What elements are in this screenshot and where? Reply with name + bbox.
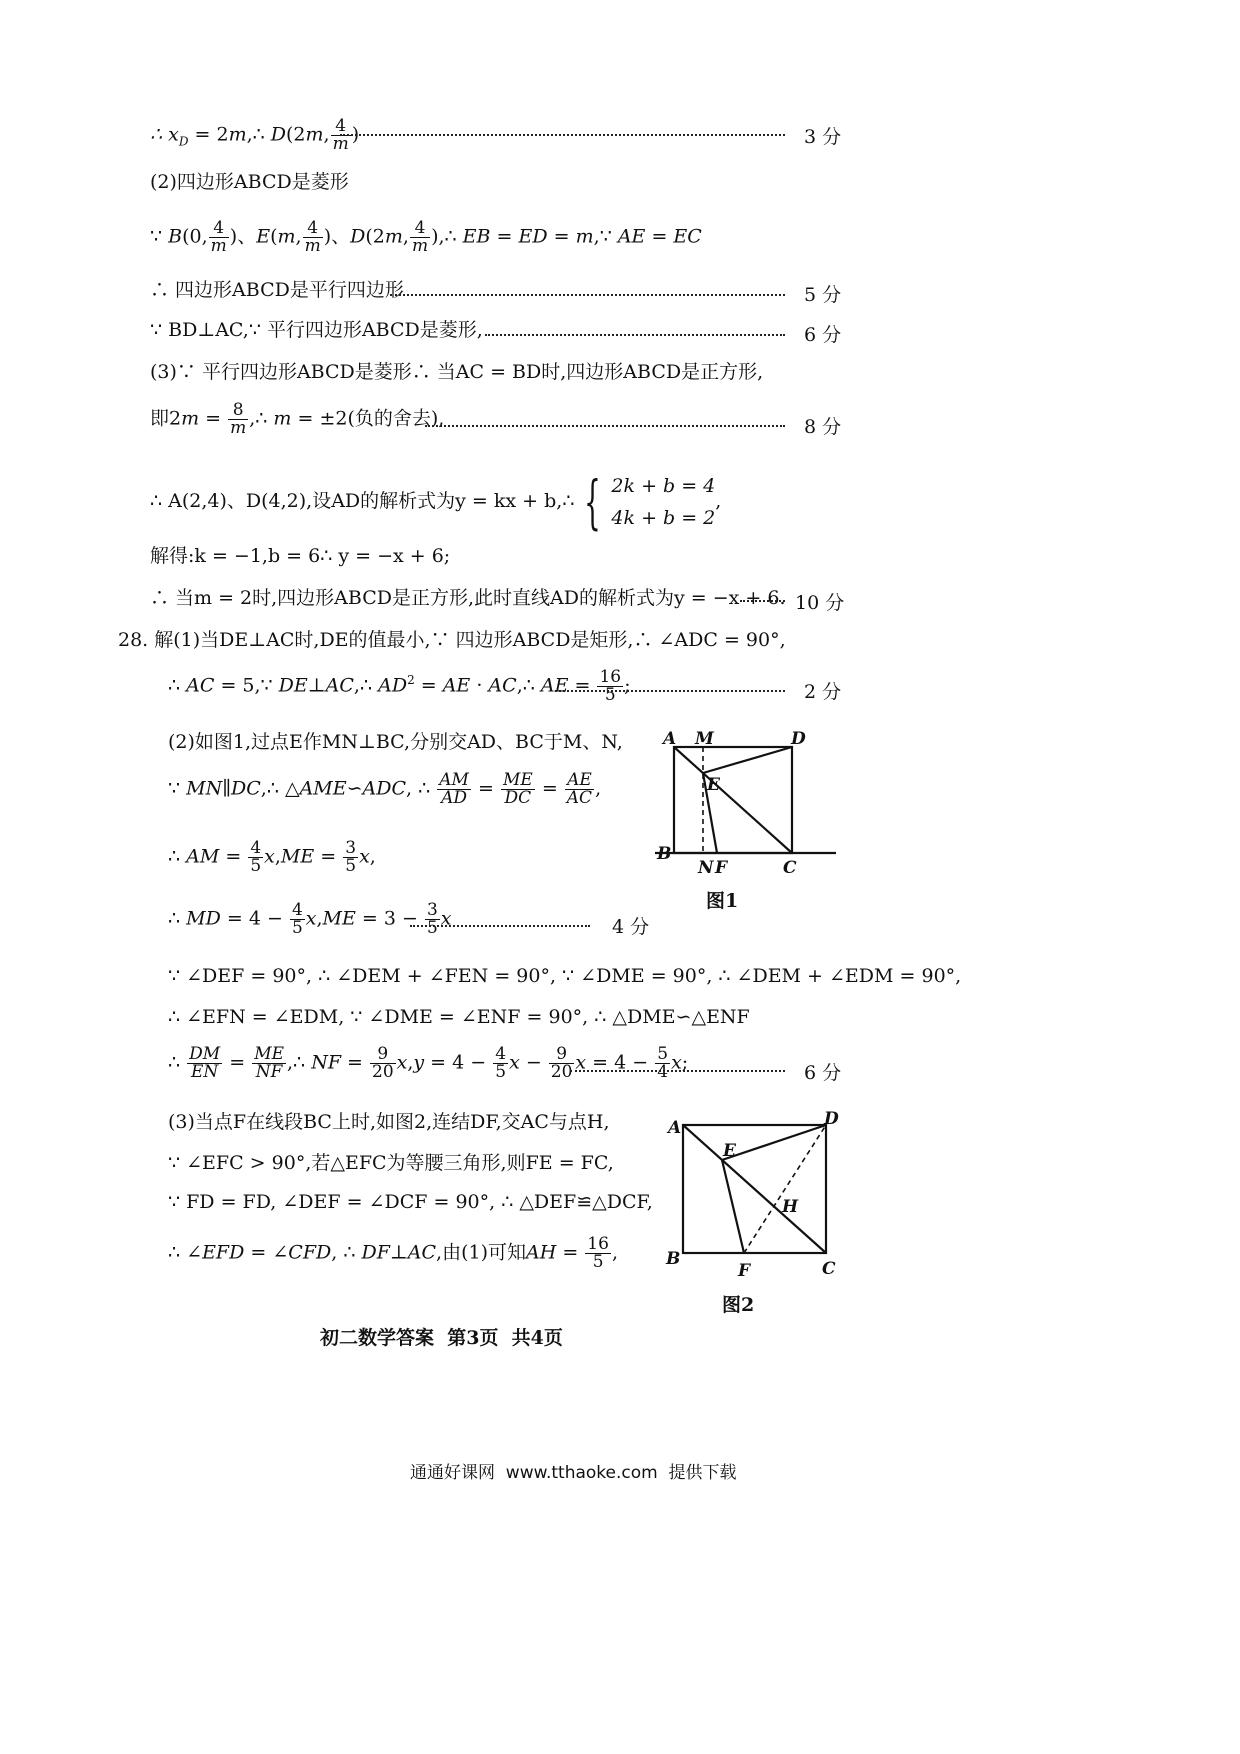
dot-leader (410, 925, 590, 927)
q28-line-10: (3)当点F在线段BC上时,如图2,连结DF,交AC与点H, (168, 1111, 610, 1133)
dot-leader (390, 294, 785, 296)
score-label: 5 分 (804, 284, 842, 306)
fig2-label-c: C (822, 1259, 836, 1279)
score-label: 2 分 (804, 681, 842, 703)
q28-line-6: ∴ MD = 4 − $\frac{4}{5}$ x,ME = 3 − $\frac{3}{5}$ x (168, 900, 452, 938)
brace-symbol: { (584, 468, 602, 536)
fig2-label-d: D (824, 1109, 839, 1129)
dot-leader (485, 334, 785, 336)
dot-leader (340, 134, 785, 136)
q28-line-5: ∴ AM = $\frac{4}{5}$ x,ME = $\frac{3}{5}$ x, (168, 838, 376, 876)
answer-line-1: ∴ $x_D$ = 2m,∴ D(2m, $\frac{4}{m}$ ) (150, 116, 360, 154)
figure-2-diagram (660, 1108, 860, 1288)
score-label: 8 分 (804, 416, 842, 438)
fig1-label-b: B (657, 844, 672, 864)
score-label: 6 分 (804, 1062, 842, 1084)
dot-leader (740, 600, 785, 602)
answer-line-2: (2)四边形ABCD是菱形 (150, 171, 349, 193)
q28-line-1: 28. 解(1)当DE⊥AC时,DE的值最小,∵ 四边形ABCD是矩形,∴ ∠ADC = 90°, (118, 629, 786, 651)
answer-line-3: ∵ B(0, $\frac{4}{m}$ )、E(m, $\frac{4}{m}$ )、D(2m, $\frac{4}{m}$ ),∴ EB = ED = m,∵ AE = EC (150, 218, 702, 256)
page-footer: 初二数学答案 第3页 共4页 (320, 1327, 563, 1349)
fig1-label-c: C (783, 858, 797, 878)
answer-line-4: ∴ 四边形ABCD是平行四边形 (150, 279, 404, 301)
q28-line-9: ∴ $\frac{DM}{EN}$ = $\frac{ME}{NF}$ ,∴ NF = $\frac{9}{20}$ x,y = 4 − $\frac{4}{5}$ x − $\frac{9}{20}$ x = 4 − $\frac{5}{4}$ x; (168, 1044, 689, 1082)
score-label: 6 分 (804, 324, 842, 346)
fig2-label-f: F (738, 1261, 751, 1281)
answer-line-8: ∴ A(2,4)、D(4,2),设AD的解析式为y = kx + b,∴ { 2k + b = 4 4k + b = 2 , (150, 468, 722, 536)
dot-leader (570, 1070, 785, 1072)
fig2-label-a: A (668, 1118, 682, 1138)
fig1-label-f: F (715, 858, 728, 878)
fig1-label-a: A (663, 729, 677, 749)
dot-leader (425, 425, 785, 427)
answer-line-6: (3)∵ 平行四边形ABCD是菱形∴ 当AC = BD时,四边形ABCD是正方形, (150, 361, 764, 383)
site-footer: 通通好课网 www.tthaoke.com 提供下载 (410, 1463, 737, 1483)
fig1-label-e: E (707, 775, 720, 795)
q28-line-8: ∴ ∠EFN = ∠EDM, ∵ ∠DME = ∠ENF = 90°, ∴ △DME∽△ENF (168, 1006, 750, 1028)
fig1-label-m: M (695, 729, 714, 749)
q28-line-12: ∵ FD = FD, ∠DEF = ∠DCF = 90°, ∴ △DEF≌△DCF, (168, 1191, 653, 1213)
q28-line-4: ∵ MN∥DC,∴ △AME∽ADC, ∴ $\frac{AM}{AD}$ = $\frac{ME}{DC}$ = $\frac{AE}{AC}$ , (168, 770, 602, 808)
answer-line-5: ∵ BD⊥AC,∵ 平行四边形ABCD是菱形, (150, 319, 483, 341)
segment-ed (722, 1125, 826, 1160)
score-label: 10 分 (795, 592, 845, 614)
diagonal-ac (674, 747, 792, 853)
segment-df-dashed (744, 1125, 826, 1253)
fig1-label-n: N (698, 858, 714, 878)
figure-2-caption: 图2 (722, 1294, 755, 1316)
answer-line-8-text: ∴ A(2,4)、D(4,2),设AD的解析式为y = kx + b,∴ (150, 490, 575, 512)
answer-line-10: ∴ 当m = 2时,四边形ABCD是正方形,此时直线AD的解析式为y = −x + 6. (150, 587, 786, 609)
score-label: 4 分 (612, 916, 650, 938)
q28-line-11: ∵ ∠EFC > 90°,若△EFC为等腰三角形,则FE = FC, (168, 1152, 614, 1174)
equation-system (611, 470, 715, 534)
q28-line-13: ∴ ∠EFD = ∠CFD, ∴ DF⊥AC,由(1)可知AH = $\frac{16}{5}$ , (168, 1234, 618, 1272)
fig2-label-h: H (782, 1197, 799, 1217)
fig2-label-b: B (666, 1249, 681, 1269)
equation-1: 2k + b = 4 (611, 475, 716, 497)
figure-1-caption: 图1 (706, 890, 739, 912)
fig1-label-d: D (791, 729, 806, 749)
q28-line-2: ∴ AC = 5,∵ DE⊥AC,∴ $AD^2$ = AE · AC,∴ AE = $\frac{16}{5}$ ; (168, 666, 631, 705)
answer-line-9: 解得:k = −1,b = 6∴ y = −x + 6; (150, 545, 451, 567)
segment-ef (722, 1160, 744, 1253)
answer-line-7: 即2m = $\frac{8}{m}$ ,∴ m = ±2(负的舍去), (150, 400, 445, 438)
figure-1-diagram (655, 728, 855, 888)
dot-leader (555, 690, 785, 692)
fig2-label-e: E (723, 1141, 736, 1161)
diagonal-ac (683, 1125, 826, 1253)
equation-2: 4k + b = 2 (611, 507, 716, 529)
segment-ed (703, 747, 792, 773)
q28-line-3: (2)如图1,过点E作MN⊥BC,分别交AD、BC于M、N, (168, 731, 623, 753)
score-label: 3 分 (804, 126, 842, 148)
q28-line-7: ∵ ∠DEF = 90°, ∴ ∠DEM + ∠FEN = 90°, ∵ ∠DME = 90°, ∴ ∠DEM + ∠EDM = 90°, (168, 965, 962, 987)
